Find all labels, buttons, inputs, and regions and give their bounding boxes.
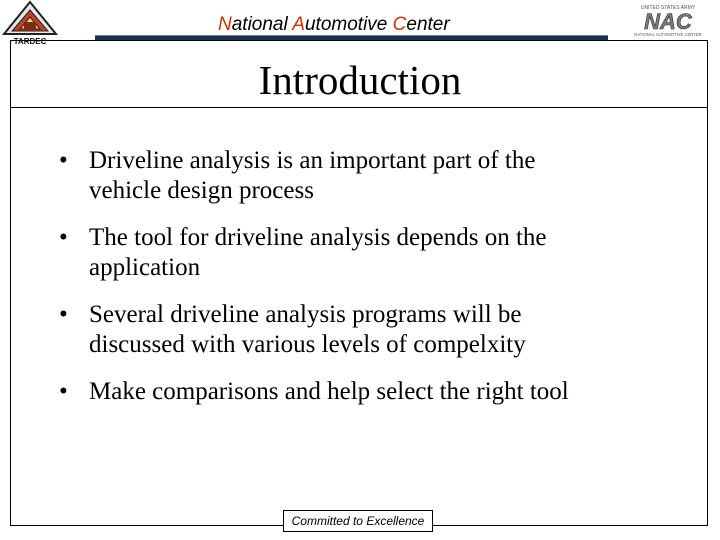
footer-tagline: Committed to Excellence bbox=[283, 510, 433, 532]
bullet-line: Driveline analysis is an important part of the bbox=[89, 147, 536, 174]
org-name bbox=[218, 14, 450, 36]
bullet-dot: • bbox=[59, 301, 68, 328]
nac-logo-bottom-text: NATIONAL AUTOMOTIVE CENTER bbox=[634, 32, 702, 37]
org-name-rest-1: ational bbox=[231, 14, 293, 35]
bullet-line: application bbox=[89, 254, 201, 281]
org-name-rest-3: enter bbox=[406, 14, 450, 35]
tardec-logo-text: TARDEC bbox=[13, 37, 47, 46]
bullet-dot: • bbox=[59, 378, 68, 405]
bullet-item bbox=[55, 146, 655, 206]
bullet-dot: • bbox=[59, 224, 68, 251]
bullet-item bbox=[55, 300, 655, 360]
bullet-line: Make comparisons and help select the right tool bbox=[89, 378, 569, 405]
bullet-list bbox=[55, 146, 655, 424]
bullet-line: The tool for driveline analysis depends on the bbox=[89, 224, 547, 251]
bullet-line: discussed with various levels of compelxity bbox=[89, 331, 526, 358]
org-name-cap-3: C bbox=[392, 14, 407, 35]
org-name-rest-2: utomotive bbox=[304, 14, 393, 35]
org-name-cap-1: N bbox=[218, 14, 232, 35]
bullet-line: Several driveline analysis programs will be bbox=[89, 301, 522, 328]
nac-logo-top-text: UNITED STATES ARMY bbox=[640, 5, 696, 11]
org-name-cap-2: A bbox=[292, 14, 305, 35]
nac-logo-main-text: NAC bbox=[644, 9, 692, 34]
nac-logo bbox=[618, 2, 718, 38]
bullet-item bbox=[55, 377, 655, 407]
bullet-line: vehicle design process bbox=[89, 177, 314, 204]
bullet-dot: • bbox=[59, 147, 68, 174]
title-divider bbox=[10, 107, 708, 108]
bullet-item bbox=[55, 223, 655, 283]
slide-title: Introduction bbox=[258, 57, 462, 103]
